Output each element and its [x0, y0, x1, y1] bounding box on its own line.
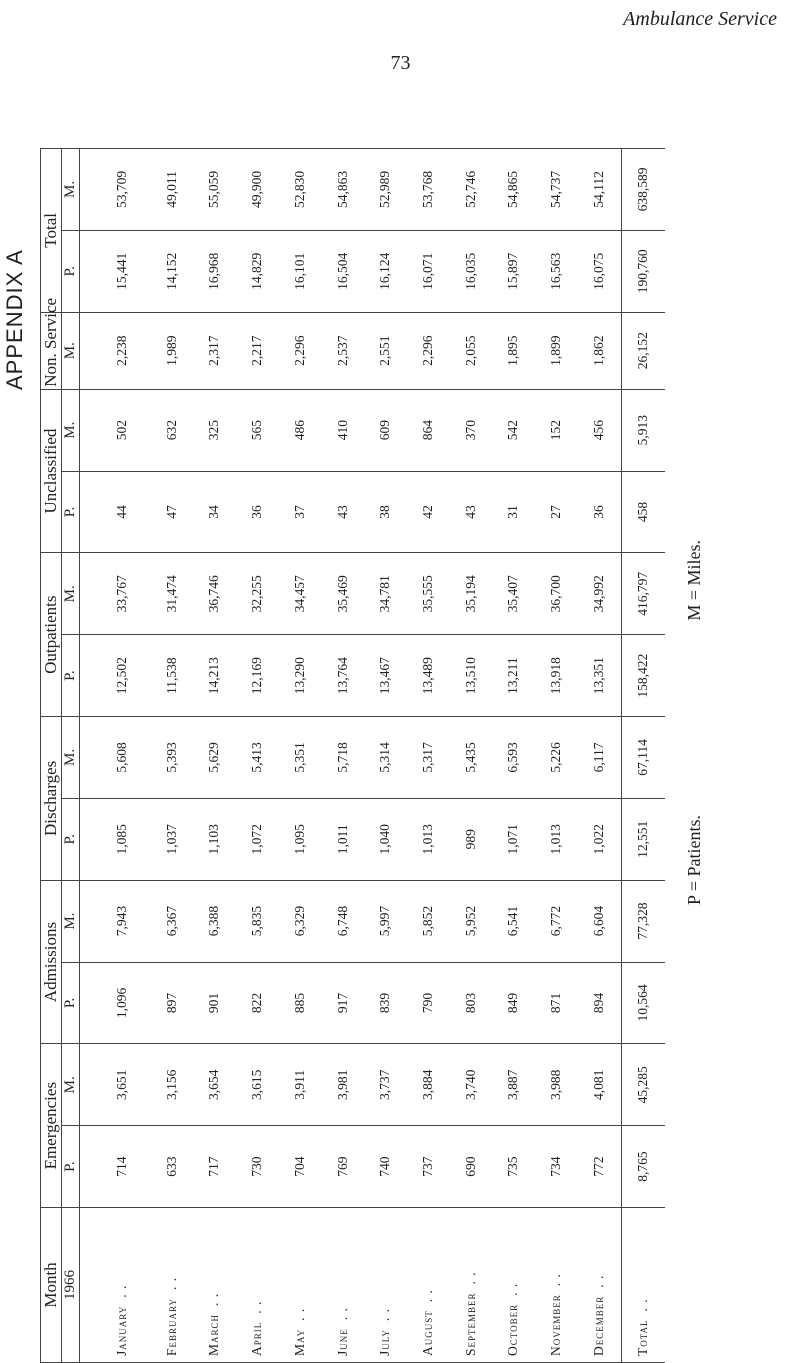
value-cell-un-m: 542 [492, 389, 535, 471]
value-cell-ad-m: 6,367 [150, 880, 193, 962]
sub-m: M. [62, 553, 80, 635]
value-cell-ns-m: 2,296 [407, 312, 450, 389]
sub-m: M. [62, 389, 80, 471]
unclassified-header: Unclassified [41, 389, 62, 553]
leader-dots: . . [420, 1289, 436, 1303]
discharges-header: Discharges [41, 717, 62, 881]
value-cell-em-m: 3,737 [364, 1044, 407, 1126]
value-cell-op-m: 35,194 [449, 553, 492, 635]
month-cell [407, 1208, 450, 1363]
value-cell-di-m: 5,435 [449, 717, 492, 799]
value-cell-op-p: 12,502 [80, 635, 151, 717]
leader-dots: . . [377, 1308, 393, 1322]
value-cell-to-p: 16,035 [449, 230, 492, 312]
sub-m: M. [62, 312, 80, 389]
value-cell-to-p: 16,968 [193, 230, 236, 312]
value-cell-di-p: 989 [449, 798, 492, 880]
value-cell-to-m: 54,112 [578, 149, 622, 231]
value-cell-ad-m: 5,952 [449, 880, 492, 962]
value-cell-op-m: 32,255 [236, 553, 279, 635]
value-cell-em-p: 704 [279, 1126, 322, 1208]
value-cell-ns-m: 1,989 [150, 312, 193, 389]
value-cell-to-p: 16,101 [279, 230, 322, 312]
value-cell-em-m: 3,740 [449, 1044, 492, 1126]
sub-header-row [62, 149, 80, 1363]
month-cell [535, 1208, 578, 1363]
sub-m: M. [62, 880, 80, 962]
value-cell-un-m: 370 [449, 389, 492, 471]
value-cell-di-p: 1,022 [578, 798, 622, 880]
month-label: November [548, 1294, 564, 1356]
month-label: February [163, 1297, 179, 1356]
value-cell-ad-p: 1,096 [80, 962, 151, 1044]
table-row [321, 149, 364, 1363]
table-row [150, 149, 193, 1363]
value-cell-di-m: 5,413 [236, 717, 279, 799]
table-row [578, 149, 622, 1363]
month-cell [364, 1208, 407, 1363]
month-cell [492, 1208, 535, 1363]
value-cell-em-m: 3,156 [150, 1044, 193, 1126]
value-cell-op-p: 12,169 [236, 635, 279, 717]
value-cell-to-p: 190,760 [621, 230, 665, 312]
table-row [236, 149, 279, 1363]
value-cell-di-m: 6,593 [492, 717, 535, 799]
month-label: March [206, 1313, 222, 1356]
value-cell-em-m: 3,988 [535, 1044, 578, 1126]
value-cell-op-p: 13,918 [535, 635, 578, 717]
value-cell-di-m: 6,117 [578, 717, 622, 799]
value-cell-ns-m: 2,537 [321, 312, 364, 389]
table-row [535, 149, 578, 1363]
value-cell-ad-m: 7,943 [80, 880, 151, 962]
value-cell-un-m: 486 [279, 389, 322, 471]
value-cell-di-p: 12,551 [621, 798, 665, 880]
value-cell-di-m: 5,226 [535, 717, 578, 799]
table-row [80, 149, 151, 1363]
value-cell-op-p: 13,211 [492, 635, 535, 717]
value-cell-un-m: 325 [193, 389, 236, 471]
ambulance-service-table [40, 148, 665, 1363]
value-cell-un-p: 44 [80, 471, 151, 553]
value-cell-to-p: 14,152 [150, 230, 193, 312]
value-cell-to-p: 14,829 [236, 230, 279, 312]
value-cell-op-p: 13,764 [321, 635, 364, 717]
value-cell-ad-p: 822 [236, 962, 279, 1044]
value-cell-to-m: 52,830 [279, 149, 322, 231]
value-cell-em-m: 3,981 [321, 1044, 364, 1126]
total-header: Total [41, 149, 62, 313]
appendix-label: APPENDIX A [2, 249, 27, 390]
month-cell [321, 1208, 364, 1363]
value-cell-ns-m: 1,862 [578, 312, 622, 389]
value-cell-to-p: 16,563 [535, 230, 578, 312]
value-cell-ad-m: 6,748 [321, 880, 364, 962]
value-cell-un-p: 42 [407, 471, 450, 553]
month-cell [578, 1208, 622, 1363]
value-cell-to-p: 15,441 [80, 230, 151, 312]
value-cell-to-m: 55,059 [193, 149, 236, 231]
sub-p: P. [62, 471, 80, 553]
value-cell-to-m: 52,989 [364, 149, 407, 231]
value-cell-op-m: 31,474 [150, 553, 193, 635]
value-cell-to-m: 638,589 [621, 149, 665, 231]
value-cell-di-p: 1,095 [279, 798, 322, 880]
value-cell-un-m: 5,913 [621, 389, 665, 471]
value-cell-un-p: 37 [279, 471, 322, 553]
value-cell-ad-p: 10,564 [621, 962, 665, 1044]
value-cell-ns-m: 2,217 [236, 312, 279, 389]
value-cell-ad-p: 803 [449, 962, 492, 1044]
running-head: Ambulance Service [623, 8, 777, 30]
value-cell-di-m: 5,351 [279, 717, 322, 799]
value-cell-to-m: 53,768 [407, 149, 450, 231]
outpatients-header: Outpatients [41, 553, 62, 717]
value-cell-di-p: 1,085 [80, 798, 151, 880]
value-cell-to-m: 53,709 [80, 149, 151, 231]
value-cell-op-p: 14,213 [193, 635, 236, 717]
value-cell-to-p: 15,897 [492, 230, 535, 312]
value-cell-op-m: 35,555 [407, 553, 450, 635]
month-header: Month [41, 1208, 62, 1363]
table-row [279, 149, 322, 1363]
value-cell-em-m: 3,887 [492, 1044, 535, 1126]
value-cell-un-p: 38 [364, 471, 407, 553]
sub-p: P. [62, 1126, 80, 1208]
value-cell-ad-m: 6,329 [279, 880, 322, 962]
leader-dots: . . [462, 1271, 478, 1285]
leader-dots: . . [505, 1282, 521, 1296]
leader-dots: . . [114, 1284, 130, 1298]
value-cell-em-p: 769 [321, 1126, 364, 1208]
value-cell-un-p: 34 [193, 471, 236, 553]
value-cell-ns-m: 2,296 [279, 312, 322, 389]
footnotes [684, 0, 724, 1340]
value-cell-ad-p: 871 [535, 962, 578, 1044]
value-cell-ns-m: 2,055 [449, 312, 492, 389]
table-row [492, 149, 535, 1363]
page-number: 73 [390, 52, 411, 74]
value-cell-op-p: 158,422 [621, 635, 665, 717]
leader-dots: . . [635, 1298, 651, 1312]
value-cell-di-m: 5,718 [321, 717, 364, 799]
leader-dots: . . [591, 1274, 607, 1288]
table-row [449, 149, 492, 1363]
value-cell-un-m: 864 [407, 389, 450, 471]
value-cell-ad-p: 901 [193, 962, 236, 1044]
value-cell-to-p: 16,071 [407, 230, 450, 312]
value-cell-em-p: 633 [150, 1126, 193, 1208]
value-cell-op-m: 33,767 [80, 553, 151, 635]
value-cell-op-m: 34,992 [578, 553, 622, 635]
value-cell-em-m: 3,884 [407, 1044, 450, 1126]
month-label: July [377, 1329, 393, 1356]
value-cell-em-m: 3,651 [80, 1044, 151, 1126]
value-cell-di-p: 1,071 [492, 798, 535, 880]
value-cell-op-p: 13,467 [364, 635, 407, 717]
value-cell-di-p: 1,011 [321, 798, 364, 880]
admissions-header: Admissions [41, 880, 62, 1044]
value-cell-op-m: 35,407 [492, 553, 535, 635]
month-cell [279, 1208, 322, 1363]
sub-p: P. [62, 962, 80, 1044]
emergencies-header: Emergencies [41, 1044, 62, 1208]
value-cell-ad-p: 849 [492, 962, 535, 1044]
value-cell-ad-m: 6,541 [492, 880, 535, 962]
group-header-row [41, 149, 62, 1363]
month-label: December [591, 1295, 607, 1356]
value-cell-ns-m: 1,899 [535, 312, 578, 389]
month-label: August [420, 1310, 436, 1356]
value-cell-em-m: 3,615 [236, 1044, 279, 1126]
sub-m: M. [62, 1044, 80, 1126]
month-label: May [291, 1328, 307, 1356]
value-cell-un-m: 502 [80, 389, 151, 471]
leader-dots: . . [206, 1292, 222, 1306]
value-cell-to-p: 16,124 [364, 230, 407, 312]
value-cell-un-p: 458 [621, 471, 665, 553]
total-row [621, 149, 665, 1363]
value-cell-ad-m: 5,835 [236, 880, 279, 962]
value-cell-em-p: 714 [80, 1126, 151, 1208]
table-body [80, 149, 666, 1363]
value-cell-ad-p: 897 [150, 962, 193, 1044]
leader-dots: . . [548, 1273, 564, 1287]
table-row [407, 149, 450, 1363]
value-cell-un-p: 36 [236, 471, 279, 553]
sub-m: M. [62, 149, 80, 231]
non-service-header: Non. Service [41, 312, 62, 389]
value-cell-ns-m: 2,317 [193, 312, 236, 389]
value-cell-ns-m: 1,895 [492, 312, 535, 389]
sub-p: P. [62, 230, 80, 312]
value-cell-op-p: 13,489 [407, 635, 450, 717]
month-cell [80, 1208, 151, 1363]
month-cell [236, 1208, 279, 1363]
value-cell-un-p: 27 [535, 471, 578, 553]
value-cell-ad-p: 917 [321, 962, 364, 1044]
value-cell-em-p: 690 [449, 1126, 492, 1208]
value-cell-to-m: 52,746 [449, 149, 492, 231]
value-cell-ad-p: 839 [364, 962, 407, 1044]
value-cell-em-p: 735 [492, 1126, 535, 1208]
rotated-table-wrapper [40, 148, 665, 1363]
value-cell-em-p: 740 [364, 1126, 407, 1208]
sub-p: P. [62, 635, 80, 717]
leader-dots: . . [249, 1300, 265, 1314]
value-cell-ad-m: 6,772 [535, 880, 578, 962]
month-cell [449, 1208, 492, 1363]
value-cell-to-m: 49,900 [236, 149, 279, 231]
value-cell-ad-m: 77,328 [621, 880, 665, 962]
value-cell-un-m: 456 [578, 389, 622, 471]
value-cell-ad-p: 894 [578, 962, 622, 1044]
value-cell-op-m: 36,700 [535, 553, 578, 635]
value-cell-ad-p: 885 [279, 962, 322, 1044]
value-cell-op-m: 36,746 [193, 553, 236, 635]
value-cell-di-p: 1,037 [150, 798, 193, 880]
value-cell-op-p: 13,351 [578, 635, 622, 717]
value-cell-di-m: 5,393 [150, 717, 193, 799]
value-cell-op-m: 35,469 [321, 553, 364, 635]
value-cell-op-p: 13,510 [449, 635, 492, 717]
table-row [364, 149, 407, 1363]
value-cell-di-p: 1,013 [535, 798, 578, 880]
value-cell-di-m: 5,317 [407, 717, 450, 799]
value-cell-ns-m: 26,152 [621, 312, 665, 389]
value-cell-em-m: 3,654 [193, 1044, 236, 1126]
value-cell-ad-m: 5,852 [407, 880, 450, 962]
value-cell-op-m: 34,781 [364, 553, 407, 635]
month-cell [621, 1208, 665, 1363]
value-cell-op-m: 34,457 [279, 553, 322, 635]
value-cell-un-m: 632 [150, 389, 193, 471]
month-label: June [334, 1328, 350, 1356]
sub-m: M. [62, 717, 80, 799]
value-cell-to-p: 16,075 [578, 230, 622, 312]
value-cell-em-p: 772 [578, 1126, 622, 1208]
value-cell-di-m: 5,608 [80, 717, 151, 799]
value-cell-di-p: 1,072 [236, 798, 279, 880]
value-cell-em-p: 730 [236, 1126, 279, 1208]
leader-dots: . . [334, 1307, 350, 1321]
value-cell-op-m: 416,797 [621, 553, 665, 635]
value-cell-em-p: 8,765 [621, 1126, 665, 1208]
value-cell-em-m: 4,081 [578, 1044, 622, 1126]
value-cell-un-p: 47 [150, 471, 193, 553]
value-cell-to-m: 49,011 [150, 149, 193, 231]
value-cell-ad-m: 5,997 [364, 880, 407, 962]
value-cell-to-p: 16,504 [321, 230, 364, 312]
value-cell-ad-m: 6,388 [193, 880, 236, 962]
value-cell-un-m: 410 [321, 389, 364, 471]
footnote-miles: M = Miles. [684, 540, 704, 621]
value-cell-em-m: 45,285 [621, 1044, 665, 1126]
value-cell-di-p: 1,013 [407, 798, 450, 880]
value-cell-em-p: 734 [535, 1126, 578, 1208]
leader-dots: . . [291, 1307, 307, 1321]
month-label: September [462, 1292, 478, 1356]
value-cell-di-p: 1,103 [193, 798, 236, 880]
value-cell-un-m: 609 [364, 389, 407, 471]
value-cell-un-p: 31 [492, 471, 535, 553]
footnote-patients: P = Patients. [684, 815, 704, 905]
value-cell-ad-p: 790 [407, 962, 450, 1044]
month-label: October [505, 1303, 521, 1356]
year-header: 1966 [62, 1208, 80, 1363]
month-label: January [114, 1305, 130, 1356]
value-cell-un-p: 36 [578, 471, 622, 553]
leader-dots: . . [163, 1276, 179, 1290]
value-cell-un-p: 43 [449, 471, 492, 553]
value-cell-di-m: 5,314 [364, 717, 407, 799]
value-cell-em-p: 717 [193, 1126, 236, 1208]
value-cell-ns-m: 2,238 [80, 312, 151, 389]
value-cell-ns-m: 2,551 [364, 312, 407, 389]
month-cell [150, 1208, 193, 1363]
value-cell-em-m: 3,911 [279, 1044, 322, 1126]
value-cell-to-m: 54,865 [492, 149, 535, 231]
month-label: Total [635, 1319, 651, 1356]
value-cell-un-m: 152 [535, 389, 578, 471]
value-cell-un-m: 565 [236, 389, 279, 471]
value-cell-to-m: 54,863 [321, 149, 364, 231]
sub-p: P. [62, 798, 80, 880]
value-cell-di-m: 5,629 [193, 717, 236, 799]
table-row [193, 149, 236, 1363]
value-cell-to-m: 54,737 [535, 149, 578, 231]
value-cell-di-m: 67,114 [621, 717, 665, 799]
value-cell-di-p: 1,040 [364, 798, 407, 880]
value-cell-ad-m: 6,604 [578, 880, 622, 962]
value-cell-op-p: 13,290 [279, 635, 322, 717]
month-label: April [249, 1321, 265, 1356]
month-cell [193, 1208, 236, 1363]
value-cell-un-p: 43 [321, 471, 364, 553]
value-cell-op-p: 11,538 [150, 635, 193, 717]
value-cell-em-p: 737 [407, 1126, 450, 1208]
